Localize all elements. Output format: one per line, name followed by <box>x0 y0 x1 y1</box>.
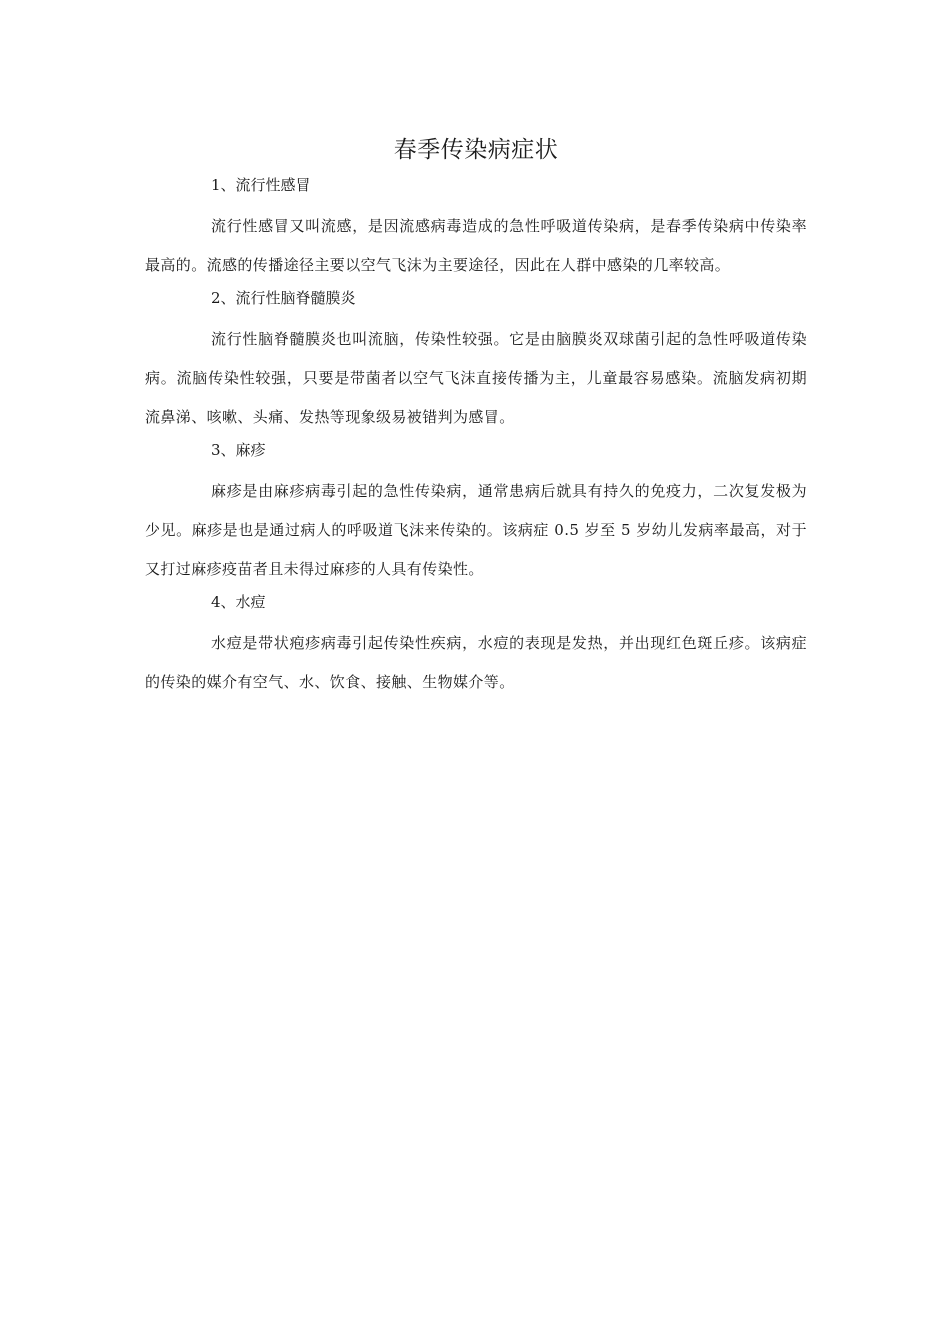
document-content <box>145 128 807 702</box>
section-heading: 3、麻疹 <box>211 441 266 459</box>
section-heading: 4、水痘 <box>211 593 266 611</box>
section-paragraph: 流行性脑脊髓膜炎也叫流脑，传染性较强。它是由脑膜炎双球菌引起的急性呼吸道传染病。流脑传染性较强，只要是带菌者以空气飞沫直接传播为主，儿童最容易感染。流脑发病初期流鼻涕、咳嗽、头痛、发热等现象级易被错判为感冒。 <box>145 330 807 426</box>
section-paragraph: 麻疹是由麻疹病毒引起的急性传染病，通常患病后就具有持久的免疫力，二次复发极为少见。麻疹是也是通过病人的呼吸道飞沫来传染的。该病症 0.5 岁至 5 岁幼儿发病率最高，对于又打过麻疹疫苗者且未得过麻疹的人具有传染性。 <box>145 482 807 578</box>
section-measles <box>145 437 807 589</box>
section-chickenpox <box>145 589 807 702</box>
section-paragraph: 流行性感冒又叫流感，是因流感病毒造成的急性呼吸道传染病，是春季传染病中传染率最高的。流感的传播途径主要以空气飞沫为主要途径，因此在人群中感染的几率较高。 <box>145 217 807 274</box>
section-heading: 2、流行性脑脊髓膜炎 <box>211 289 356 307</box>
section-meningitis <box>145 285 807 437</box>
document-title: 春季传染病症状 <box>393 137 559 163</box>
section-heading: 1、流行性感冒 <box>211 176 311 194</box>
section-paragraph: 水痘是带状疱疹病毒引起传染性疾病，水痘的表现是发热，并出现红色斑丘疹。该病症的传染的媒介有空气、水、饮食、接触、生物媒介等。 <box>145 634 807 691</box>
section-influenza <box>145 172 807 285</box>
